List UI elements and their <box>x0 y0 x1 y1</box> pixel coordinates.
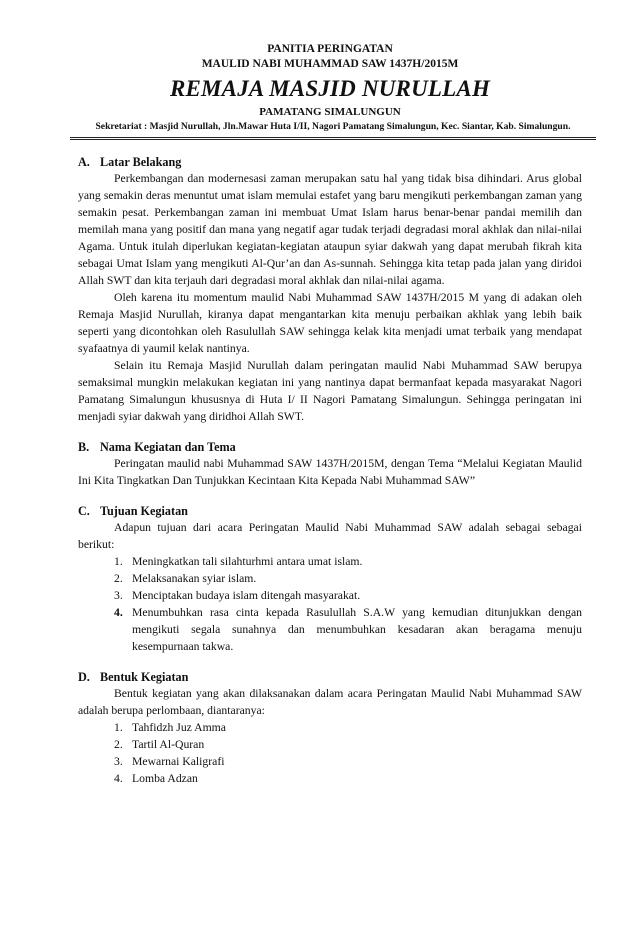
list-text: Mewarnai Kaligrafi <box>132 755 225 768</box>
section-number: D. <box>78 670 90 684</box>
list-item <box>78 587 582 604</box>
section-latar-belakang <box>78 154 582 425</box>
list-number: 3. <box>114 589 123 602</box>
section-title: Latar Belakang <box>100 155 182 169</box>
list-item <box>78 736 582 753</box>
paragraph: Peringatan maulid nabi Muhammad SAW 1437H/2015M, dengan Tema “Melalui Kegiatan Maulid Ini Kita Tingkatkan Dan Tunjukkan Kecintaan Kita Kepada Nabi Muhammad SAW” <box>78 457 582 487</box>
section-heading <box>78 669 582 685</box>
list-number: 1. <box>114 721 123 734</box>
goal-list <box>78 553 582 655</box>
event-label: MAULID NABI MUHAMMAD SAW 1437H/2015M <box>201 58 459 70</box>
section-title: Tujuan Kegiatan <box>100 504 188 518</box>
list-item <box>78 570 582 587</box>
list-number: 2. <box>114 738 123 751</box>
section-number: A. <box>78 155 90 169</box>
location-label: PAMATANG SIMALUNGUN <box>259 106 401 118</box>
section-number: B. <box>78 440 90 454</box>
list-text: Melaksanakan syiar islam. <box>132 572 257 585</box>
list-item <box>78 604 582 655</box>
paragraph: Perkembangan dan modernesasi zaman merupakan satu hal yang tidak bisa dihindari. Arus global yang semakin deras menuntut umat islam memulai estafet yang baru mengikuti perkembangan zaman yang semakin pesat. Perkembangan zaman ini membuat Umat Islam harus benar-benar pandai memilih dan memilah mana yang positif dan mana yang negatif agar tudak terjadi degradasi moral akhlak dan nilai-nilai Agama. Untuk itulah diperlukan kegiatan-kegiatan ataupun syiar dakwah yang dapat merubah fikrah kita sebagai Umat Islam yang mengikuti Al-Qur’an dan As-sunnah. Sehingga kita tetap pada jalan yang diridoi Allah SWT dan kita terjauh dari degradasi moral akhlak dan nilai-nilai agama. <box>78 172 582 287</box>
section-heading <box>78 503 582 519</box>
organization-title: REMAJA MASJID NURULLAH <box>169 76 491 101</box>
document-page <box>0 42 638 945</box>
section-number: C. <box>78 504 90 518</box>
section-nama-kegiatan <box>78 439 582 489</box>
list-number: 2. <box>114 572 123 585</box>
list-number: 4. <box>114 606 123 619</box>
list-item <box>78 719 582 736</box>
list-item <box>78 553 582 570</box>
paragraph: Adapun tujuan dari acara Peringatan Maulid Nabi Muhammad SAW adalah sebagai sebagai berikut: <box>78 521 582 551</box>
secretariat-address: Sekretariat : Masjid Nurullah, Jln.Mawar Huta I/II, Nagori Pamatang Simalungun, Kec. Siantar, Kab. Simalungun. <box>95 121 571 132</box>
paragraph: Bentuk kegiatan yang akan dilaksanakan dalam acara Peringatan Maulid Nabi Muhammad SAW adalah berupa perlombaan, diantaranya: <box>78 687 582 717</box>
paragraph: Oleh karena itu momentum maulid Nabi Muhammad SAW 1437H/2015 M yang di adakan oleh Remaja Masjid Nurullah, kiranya dapat mengantarkan kita menuju perbaikan akhlak yang lebih baik seperti yang dicontohkan oleh Rasulullah SAW sehingga kelak kita menjadi umat terbaik yang mendapat syafaatnya di yaumil kelak nantinya. <box>78 291 582 355</box>
section-heading <box>78 154 582 170</box>
list-number: 3. <box>114 755 123 768</box>
list-text: Menciptakan budaya islam ditengah masyarakat. <box>132 589 361 602</box>
list-text: Menumbuhkan rasa cinta kepada Rasulullah S.A.W yang kemudian ditunjukkan dengan mengikuti segala sunahnya dan menumbuhkan kesadaran akan beragama menuju kesempurnaan takwa. <box>132 606 582 653</box>
committee-label: PANITIA PERINGATAN <box>267 43 393 55</box>
list-text: Meningkatkan tali silahturhmi antara umat islam. <box>132 555 363 568</box>
section-heading <box>78 439 582 455</box>
letterhead <box>78 42 582 140</box>
section-title: Bentuk Kegiatan <box>100 670 189 684</box>
competition-list <box>78 719 582 787</box>
list-text: Tahfidzh Juz Amma <box>132 721 226 734</box>
list-item <box>78 770 582 787</box>
list-number: 1. <box>114 555 123 568</box>
list-text: Lomba Adzan <box>132 772 198 785</box>
list-text: Tartil Al-Quran <box>132 738 205 751</box>
paragraph: Selain itu Remaja Masjid Nurullah dalam peringatan maulid Nabi Muhammad SAW berupya semaksimal mungkin melakukan kegiatan ini yang nantinya dapat bermanfaat kepada masyarakat Nagori Pamatang Simalungun khususnya di Huta I/ II Nagori Pamatang Simalungun. Sehingga peringatan ini menjadi syiar dakwah yang diridhoi Allah SWT. <box>78 359 582 423</box>
section-bentuk-kegiatan <box>78 669 582 787</box>
list-item <box>78 753 582 770</box>
list-number: 4. <box>114 772 123 785</box>
section-title: Nama Kegiatan dan Tema <box>100 440 236 454</box>
header-divider <box>70 137 596 140</box>
section-tujuan-kegiatan <box>78 503 582 655</box>
